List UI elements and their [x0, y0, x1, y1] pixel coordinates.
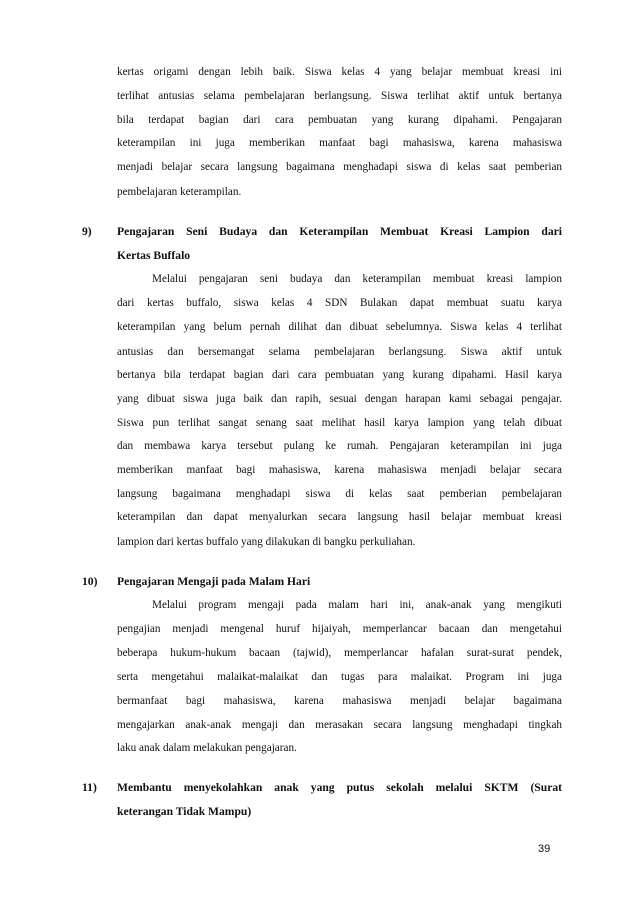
- paragraph-line: Siswa pun terlihat sangat senang saat melihat hasil karya lampion yang telah dibuat: [117, 416, 562, 429]
- section-number: 10): [82, 574, 98, 588]
- paragraph-line: lampion dari kertas buffalo yang dilakukan di bangku perkuliahan.: [117, 535, 416, 548]
- paragraph-line: dari kertas buffalo, siswa kelas 4 SDN Bulakan dapat membuat suatu karya: [117, 297, 562, 310]
- paragraph-line: antusias dan bersemangat selama pembelajaran berlangsung. Siswa aktif untuk: [117, 345, 562, 358]
- paragraph-line: Melalui program mengaji pada malam hari ini, anak-anak yang mengikuti: [152, 599, 562, 612]
- paragraph-line: dan membawa karya tersebut pulang ke rumah. Pengajaran keterampilan ini juga: [117, 440, 562, 453]
- section-title: Pengajaran Seni Budaya dan Keterampilan Membuat Kreasi Lampion dari: [117, 224, 562, 238]
- paragraph-line: laku anak dalam melakukan pengajaran.: [117, 741, 297, 754]
- paragraph-line: keterampilan yang belum pernah dilihat dan dibuat sebelumnya. Siswa kelas 4 terlihat: [117, 321, 562, 334]
- paragraph-line: keterampilan ini juga memberikan manfaat bagi mahasiswa, karena mahasiswa: [117, 137, 562, 150]
- section-title: Pengajaran Mengaji pada Malam Hari: [117, 574, 311, 588]
- section-number: 11): [82, 780, 97, 794]
- paragraph-line: pengajian menjadi mengenal huruf hijaiyah, memperlancar bacaan dan mengetahui: [117, 623, 562, 636]
- paragraph-line: memberikan manfaat bagi mahasiswa, karena mahasiswa menjadi belajar secara: [117, 464, 562, 477]
- paragraph-line: terlihat antusias selama pembelajaran berlangsung. Siswa terlihat aktif untuk bertanya: [117, 90, 562, 103]
- section-title: Membantu menyekolahkan anak yang putus sekolah melalui SKTM (Surat: [117, 780, 562, 794]
- paragraph-line: mengajarkan anak-anak mengaji dan merasakan secara langsung menghadapi tingkah: [117, 718, 562, 731]
- paragraph-line: yang dibuat siswa juga baik dan rapih, sesuai dengan harapan kami sebagai pengajar.: [117, 392, 562, 405]
- section-title: Kertas Buffalo: [117, 249, 191, 263]
- paragraph-line: beberapa hukum-hukum bacaan (tajwid), memperlancar hafalan surat-surat pendek,: [117, 647, 562, 660]
- paragraph-line: bertanya bila terdapat bagian dari cara pembuatan yang kurang dipahami. Hasil karya: [117, 368, 562, 381]
- paragraph-line: pembelajaran keterampilan.: [117, 185, 242, 198]
- section-number: 9): [82, 224, 92, 238]
- paragraph-line: Melalui pengajaran seni budaya dan keterampilan membuat kreasi lampion: [152, 273, 562, 286]
- paragraph-line: langsung bagaimana menghadapi siswa di kelas saat pemberian pembelajaran: [117, 488, 562, 501]
- paragraph-line: serta mengetahui malaikat-malaikat dan tugas para malaikat. Program ini juga: [117, 670, 562, 683]
- paragraph-line: keterampilan dan dapat menyalurkan secara langsung hasil belajar membuat kreasi: [117, 511, 562, 524]
- paragraph-line: kertas origami dengan lebih baik. Siswa kelas 4 yang belajar membuat kreasi ini: [117, 66, 562, 78]
- paragraph-line: menjadi belajar secara langsung bagaimana menghadapi siswa di kelas saat pemberian: [117, 161, 562, 174]
- paragraph-line: bermanfaat bagi mahasiswa, karena mahasiswa menjadi belajar bagaimana: [117, 694, 562, 707]
- section-title: keterangan Tidak Mampu): [117, 804, 252, 818]
- paragraph-line: bila terdapat bagian dari cara pembuatan yang kurang dipahami. Pengajaran: [117, 114, 562, 127]
- page-number: 39: [538, 842, 551, 855]
